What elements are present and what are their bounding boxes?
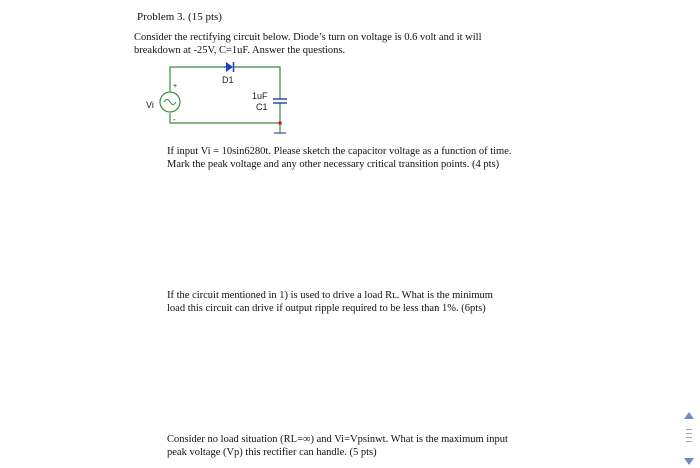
- question-1-line-2: Mark the peak voltage and any other necessary critical transition points. (4 pts): [167, 159, 500, 170]
- scroll-grip-line: [686, 441, 692, 442]
- rectifier-circuit-diagram: [140, 55, 300, 140]
- diode-triangle: [226, 62, 233, 72]
- diode-symbol: [224, 62, 234, 72]
- question-1: [167, 145, 547, 171]
- question-2-line-2: load this circuit can drive if output ripple required to be less than 1%. (6pts): [167, 303, 486, 314]
- scroll-down-arrow-icon[interactable]: [684, 458, 694, 465]
- scroll-grip-line: [686, 437, 692, 438]
- intro-line-2: breakdown at -25V, C=1uF. Answer the questions.: [134, 45, 346, 56]
- scroll-up-arrow-icon[interactable]: [684, 412, 694, 419]
- problem-intro: [134, 31, 534, 57]
- capacitor-value: 1uF: [252, 91, 268, 101]
- intro-line-1: Consider the rectifying circuit below. Diode’s turn on voltage is 0.6 volt and it will: [134, 32, 482, 43]
- question-2: [167, 289, 547, 315]
- wire-bottom: [170, 113, 280, 123]
- question-3-line-1: Consider no load situation (RL=∞) and Vi=Vpsinwt. What is the maximum input: [167, 434, 508, 445]
- scroll-grip-line: [686, 433, 692, 434]
- question-2-line-1: If the circuit mentioned in 1) is used to drive a load Rʟ. What is the minimum: [167, 290, 493, 301]
- question-3-line-2: peak voltage (Vp) this rectifier can handle. (5 pts): [167, 447, 377, 458]
- capacitor-label: C1: [256, 102, 268, 112]
- wire-top: [170, 67, 225, 91]
- source-minus-sign: -: [173, 115, 176, 124]
- problem-title: Problem 3. (15 pts): [137, 11, 222, 23]
- page-scroll-control[interactable]: [683, 412, 695, 466]
- output-node-dot: [278, 121, 282, 125]
- scroll-grip-line: [686, 429, 692, 430]
- source-plus-sign: +: [173, 83, 178, 90]
- question-1-line-1: If input Vi = 10sin6280t. Please sketch the capacitor voltage as a function of time.: [167, 146, 512, 157]
- question-3: [167, 433, 547, 459]
- source-label: Vi: [146, 100, 154, 110]
- capacitor-symbol: [273, 99, 287, 103]
- diode-label: D1: [222, 75, 234, 85]
